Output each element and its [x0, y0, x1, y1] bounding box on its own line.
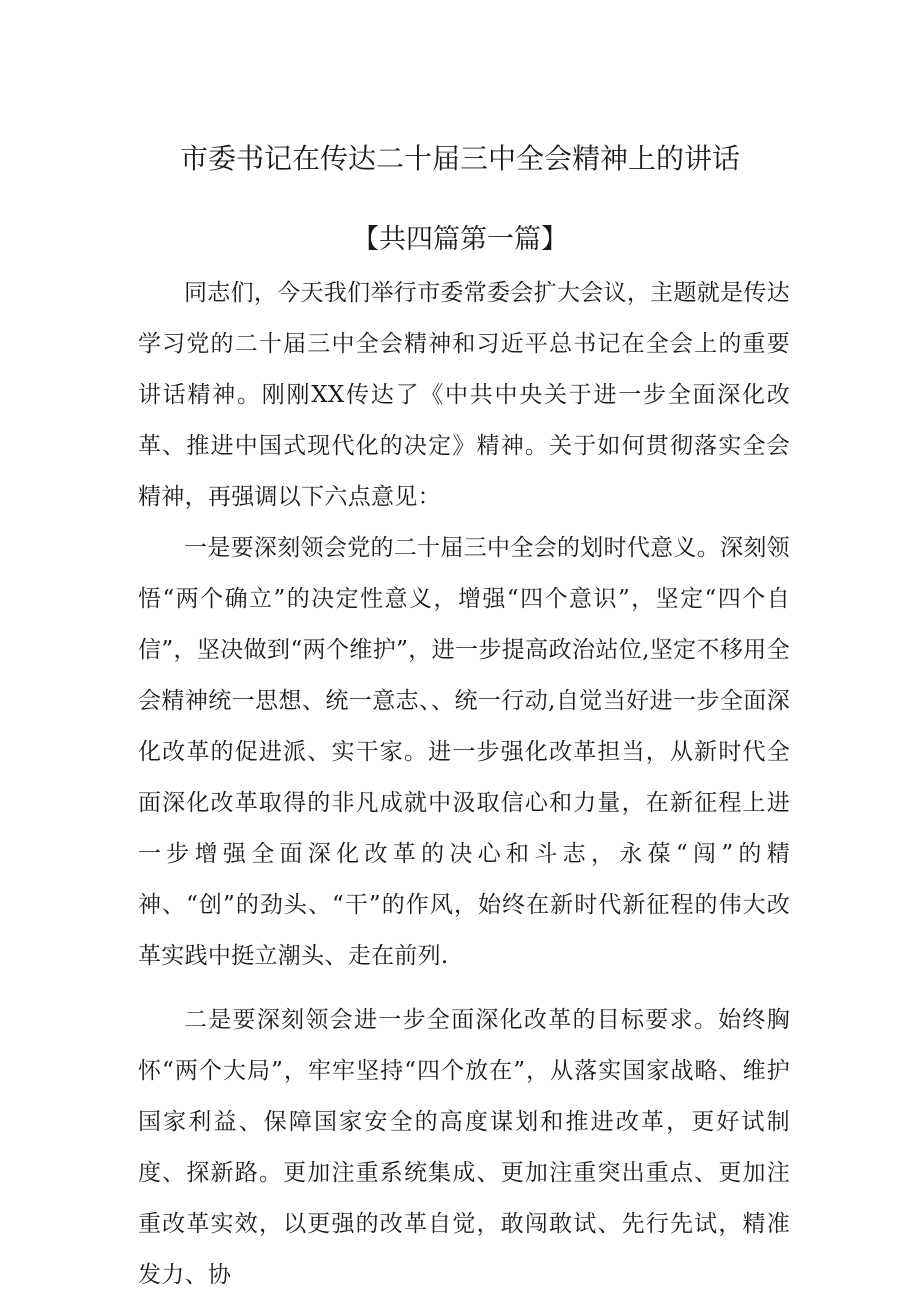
document-body [138, 268, 790, 1301]
paragraph-point-two: 二是要深刻领会进一步全面深化改革的目标要求。始终胸怀“两个大局”，牢牢坚持“四个放在”，从落实国家战略、维护国家利益、保障国家安全的高度谋划和推进改革，更好试制度、探新路。更加注重系统集成、更加注重突出重点、更加注重改革实效，以更强的改革自觉，敢闯敢试、先行先试，精准发力、协 [138, 1007, 790, 1288]
paragraph-intro: 同志们，今天我们举行市委常委会扩大会议，主题就是传达学习党的二十届三中全会精神和习近平总书记在全会上的重要讲话精神。刚刚XX传达了《中共中央关于进一步全面深化改革、推进中国式现代化的决定》精神。关于如何贯彻落实全会精神，再强调以下六点意见： [138, 280, 790, 510]
document-title: 市委书记在传达二十届三中全会精神上的讲话 [179, 142, 740, 175]
paragraph-point-one: 一是要深刻领会党的二十届三中全会的划时代意义。深刻领悟“两个确立”的决定性意义，增强“四个意识”，坚定“四个自信”，坚决做到“两个维护”，进一步提高政治站位,坚定不移用全会精神统一思想、统一意志、、统一行动,自觉当好进一步全面深化改革的促进派、实干家。进一步强化改革担当，从新时代全面深化改革取得的非凡成就中汲取信心和力量，在新征程上进一步增强全面深化改革的决心和斗志，永葆“闯”的精神、“创”的劲头、“干”的作风，始终在新时代新征程的伟大改革实践中挺立潮头、走在前列. [138, 535, 790, 969]
document-subtitle: 【共四篇第一篇】 [352, 224, 568, 255]
